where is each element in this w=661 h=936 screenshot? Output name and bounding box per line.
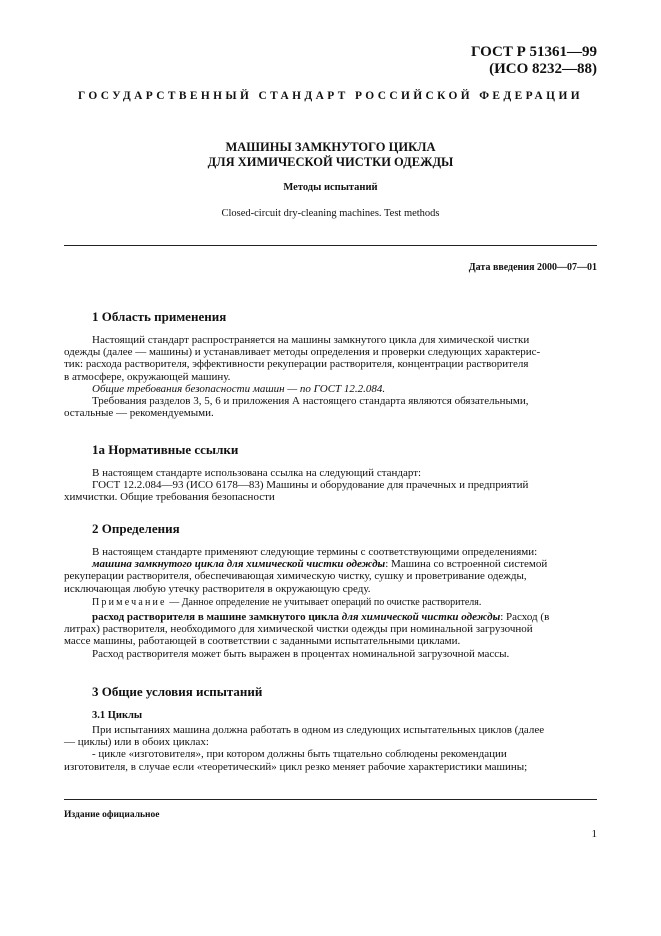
s2-def1-line2: рекуперации растворителя, обеспечивающая химическую чистку, сушку и проветривание одежды, bbox=[64, 570, 527, 583]
page-number: 1 bbox=[591, 828, 597, 840]
s2-p1: В настоящем стандарте применяют следующие термины с соответствующими определениями: bbox=[92, 546, 538, 558]
section-1-heading: 1 Область применения bbox=[92, 309, 227, 324]
iso-number: (ИСО 8232—88) bbox=[489, 61, 597, 77]
top-divider bbox=[64, 245, 597, 246]
section-1-body bbox=[64, 334, 597, 420]
s1-p3-line2: остальные — рекомендуемыми. bbox=[64, 407, 214, 420]
s1-p2: Общие требования безопасности машин — по ГОСТ 12.2.084. bbox=[92, 382, 386, 395]
s2-def2-line1 bbox=[92, 611, 597, 623]
bottom-divider bbox=[64, 799, 597, 800]
def1-start: : Машина со встроенной системой bbox=[385, 558, 548, 571]
note-label: Примечание bbox=[92, 596, 167, 608]
section-2-heading: 2 Определения bbox=[92, 521, 180, 536]
s1-p3-line1: Требования разделов 3, 5, 6 и приложения А настоящего стандарта являются обязательными, bbox=[92, 395, 529, 408]
document-title bbox=[64, 140, 597, 170]
s1a-p1: В настоящем стандарте использована ссылка на следующий стандарт: bbox=[92, 467, 422, 479]
gost-number: ГОСТ Р 51361—99 bbox=[470, 44, 597, 60]
def2-start: : Расход (в bbox=[500, 611, 550, 624]
s2-note bbox=[92, 597, 597, 609]
document-subtitle: Методы испытаний bbox=[283, 182, 378, 193]
s2-def1-line3: исключающая любую утечку растворителя в окружающую среду. bbox=[64, 582, 371, 595]
section-3-heading: 3 Общие условия испытаний bbox=[92, 684, 263, 699]
standard-number-block bbox=[471, 44, 597, 78]
term-solvent-consumption: расход растворителя в машине замкнутого цикла bbox=[92, 611, 340, 624]
introduction-date: Дата введения 2000—07—01 bbox=[468, 262, 597, 273]
section-1a-heading: 1а Нормативные ссылки bbox=[92, 442, 239, 457]
s1a-p2-line1: ГОСТ 12.2.084—93 (ИСО 6178—83) Машины и оборудование для прачечных и предприятий bbox=[92, 479, 529, 492]
s2-def2-line2: литрах) растворителя, необходимого для химической чистки одежды при номинальной загрузочной bbox=[64, 623, 533, 636]
s2-p-last: Расход растворителя может быть выражен в процентах номинальной загрузочной массы. bbox=[92, 647, 510, 660]
section-1a-body bbox=[64, 467, 597, 504]
term-solvent-consumption-cont: для химической чистки одежды bbox=[341, 611, 501, 624]
s1-p1-line1: Настоящий стандарт распространяется на машины замкнутого цикла для химической чистки bbox=[92, 334, 530, 346]
title-line-2: ДЛЯ ХИМИЧЕСКОЙ ЧИСТКИ ОДЕЖДЫ bbox=[207, 155, 454, 169]
s1-p1-line4: в атмосфере, окружающей машину. bbox=[64, 370, 231, 383]
section-2-body bbox=[64, 546, 597, 660]
s3-p1-line1: При испытаниях машина должна работать в одном из следующих испытательных циклов (далее bbox=[92, 724, 545, 736]
s3-p1-line2: — циклы) или в обоих циклах: bbox=[64, 736, 209, 749]
term-closed-circuit-machine: машина замкнутого цикла для химической чистки одежды bbox=[92, 558, 386, 571]
s2-def2-line3: массе машины, работающей в соответствии с заданными испытательными циклами. bbox=[64, 635, 461, 648]
english-title: Closed-circuit dry-cleaning machines. Test methods bbox=[221, 208, 440, 219]
s1a-p2-line2: химчистки. Общие требования безопасности bbox=[64, 491, 275, 504]
s1-p1-line3: тик: расхода растворителя, эффективности рекуперации растворителя, концентрации растворителя bbox=[64, 358, 529, 371]
s3-p2-line2: изготовителя, в случае если «теоретический» цикл резко меняет рабочие характеристики машины; bbox=[64, 760, 528, 773]
state-standard-banner: ГОСУДАРСТВЕННЫЙ СТАНДАРТ РОССИЙСКОЙ ФЕДЕРАЦИИ bbox=[78, 90, 583, 102]
title-line-1: МАШИНЫ ЗАМКНУТОГО ЦИКЛА bbox=[225, 140, 436, 154]
subsection-3-1-heading: 3.1 Циклы bbox=[92, 710, 143, 721]
s2-def1-line1 bbox=[92, 558, 597, 570]
s3-p2-line1: - цикле «изготовителя», при котором должны быть тщательно соблюдены рекомендации bbox=[92, 748, 507, 761]
s1-p1-line2: одежды (далее — машины) и устанавливает методы определения и проверки следующих характерис- bbox=[64, 346, 541, 359]
note-text: — Данное определение не учитывает операций по очистке растворителя. bbox=[166, 596, 482, 608]
section-3-body bbox=[64, 724, 597, 773]
official-edition-label: Издание официальное bbox=[64, 810, 160, 820]
